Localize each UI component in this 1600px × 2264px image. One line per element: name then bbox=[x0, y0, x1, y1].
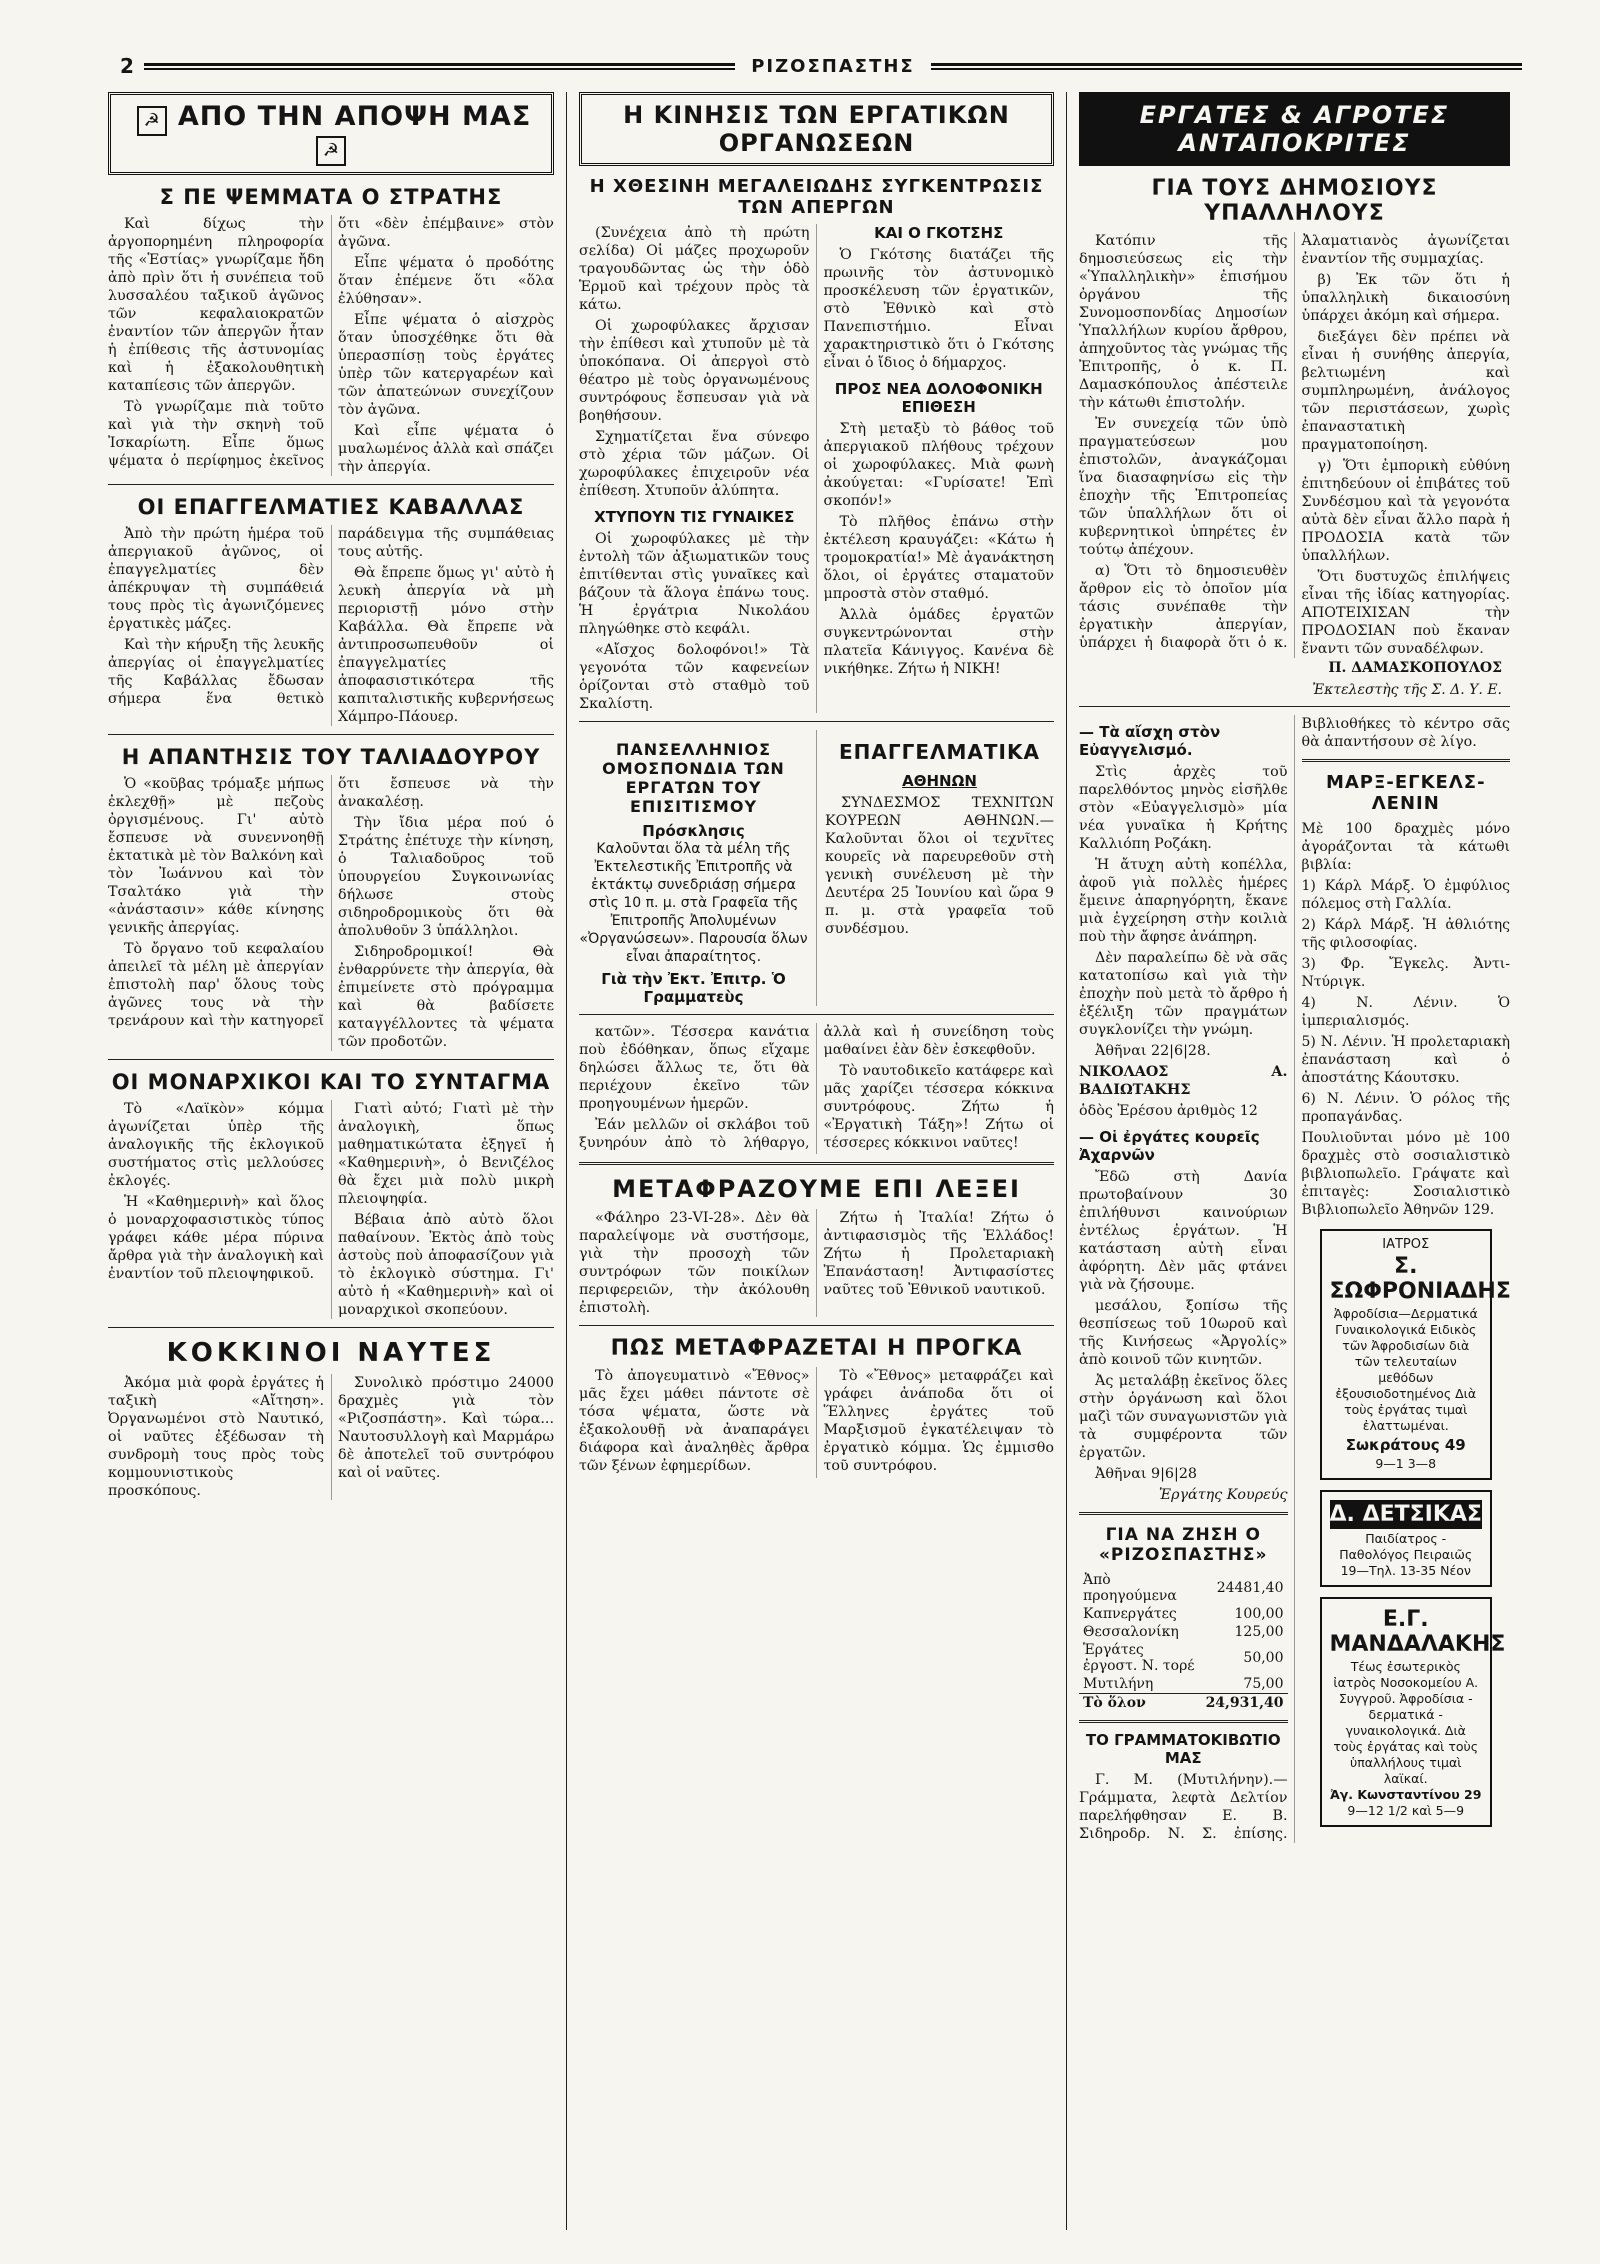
fund-value: 100,00 bbox=[1234, 1606, 1284, 1622]
page-header bbox=[96, 52, 1522, 80]
paragraph: Ἀς μεταλάβῃ ἐκεῖνος ὅλες στὴν ὁργάνωση καὶ ὅλοι μαζὶ τῶν συναγωνιστῶν γιὰ τὰ συμφέροντα τῶν ἐργατῶν. bbox=[1079, 1373, 1288, 1461]
column-opinion bbox=[96, 92, 566, 2230]
paragraph: Τὸ «Ἔθνος» μεταφράζει καὶ γράφει ἀνάποδα ὅτι οἱ Ἕλληνες ἐργάτες τοῦ Μαρξισμοῦ ἐγκατέλειψαν τὸ ἐργατικὸ κόμμα. Ὡς ἐμμισθο τοῦ συντρόφου. bbox=[823, 1367, 1054, 1474]
ad-hours: 9—12 1/2 καὶ 5—9 bbox=[1347, 1803, 1465, 1818]
fund-label: Ἑργάτες ἐργοστ. Ν. τορέ bbox=[1083, 1642, 1195, 1674]
paragraph: Ἀπὸ τὴν πρώτη ἡμέρα τοῦ ἀπεργιακοῦ ἀγῶνος, οἱ ἐπαγγελματίες δὲν ἀπέκρυψαν τὴ συμπάθειά τους πρὸς τὶς ἀγωνιζόμενες ἐργατικὲς μάζες. bbox=[108, 525, 324, 632]
columns bbox=[96, 92, 1522, 2230]
paragraph: Σιδηροδρομικοί! Θὰ ἐνθαρρύνετε τὴν ἀπεργία, θὰ ἐπιμείνετε στὸ πρόγραμμα καὶ θὰ βαδίσετε καταγγέλλοντες τὰ ψέματα τῶν προδοτῶν. bbox=[338, 943, 554, 1050]
fund-label: Θεσσαλονίκη bbox=[1083, 1624, 1179, 1640]
paragraph: Τὸ ναυτοδικεῖο κατάφερε καὶ μᾶς χαρίζει τέσσερα κόκκινα συντρόφους. Ζήτω ἡ «Ἐργατικὴ Τάξη»! Ζήτω οἱ τέσσερες κόκκινοι ναῦτες! bbox=[823, 1063, 1054, 1151]
divider bbox=[108, 1327, 554, 1328]
fund-row bbox=[1079, 1623, 1288, 1641]
article-body bbox=[579, 1367, 1054, 1478]
paragraph: «Φάληρο 23-VI-28». Δὲν θὰ παραλείψομε νὰ συστήσομε, γιὰ τὴν προσοχὴ τῶν συντρόφων τῶν ποικίλων περιφερειῶν, τὴν ἀκόλουθη ἐπιστολὴ. bbox=[579, 1209, 810, 1316]
divider bbox=[108, 1059, 554, 1060]
fund-total-value: 24,931,40 bbox=[1202, 1694, 1288, 1713]
fund-total-label: Τὸ ὅλον bbox=[1079, 1694, 1202, 1713]
hammer-sickle-icon: ☭ bbox=[316, 136, 346, 166]
fund-title: ΓΙΑ ΝΑ ΖΗΣΗ Ο «ΡΙΖΟΣΠΑΣΤΗΣ» bbox=[1098, 1525, 1268, 1565]
article-body bbox=[579, 224, 1054, 713]
paragraph: Ἡ «Καθημερινὴ» καὶ ὅλος ὁ μοναρχοφασιστικὸς τύπος γράφει κάθε μέρα πύρινα ἄρθρα γιὰ τὴν ἀναλογικὴ καὶ ἐναντίον τοῦ πλειοψηφικοῦ. bbox=[108, 1193, 324, 1282]
paragraph: Ὁ «κοῦβας τρόμαξε μήπως ἐκλεχθῇ» μὲ πεζοὺς ὀργισμένους. Γι' αὐτὸ ἔσπευσε νὰ συνεννοηθῇ ἐκτατικὰ μὲ τὸν Βαλκόνη καὶ τὸν Ἰωάννου καὶ τὸν Τσαλτάκο γιὰ τὴν «ἀνάστασιν» κάθε κίνησης γενικῆς ἀπεργίας. bbox=[108, 775, 324, 936]
banner-from-our-view bbox=[108, 92, 554, 175]
banner-workers-movement bbox=[579, 92, 1054, 166]
subheading: ΠΡΟΣ ΝΕΑ ΔΟΛΟΦΟΝΙΚΗ ΕΠΙΘΕΣΗ bbox=[834, 380, 1043, 416]
header-rule-right bbox=[931, 63, 1522, 70]
federation-notice bbox=[579, 730, 817, 1006]
divider bbox=[108, 484, 554, 485]
paragraph: κατῶν». Τέσσερα κανάτια ποὺ ἐδόθηκαν, ὅπως εἴχαμε δηλώσει ἄλλως τε, ὅτι θὰ περιέχουν ἐκεῖνο τῶν προηγουμένων ἡμερῶν. bbox=[579, 1024, 810, 1112]
fund-table bbox=[1079, 1571, 1288, 1712]
divider bbox=[579, 1014, 1054, 1015]
paragraph: Τὸ «Λαϊκὸν» κόμμα ἀγωνίζεται ὑπὲρ τῆς ἀναλογικῆς τῆς ἐκλογικοῦ συστήματος στὶς μελλούσες ἐκλογές. bbox=[108, 1100, 324, 1189]
paragraph: Βέβαια ἀπὸ αὐτὸ ὅλοι παθαίνουν. Ἐκτὸς ἀπὸ τοὺς ἀστοὺς ποὺ ἀποφασίζουν γιὰ τὸ ἐκλογικὸ σύστημα. Γι' αὐτὸ ἡ «Καθημερινὴ» καὶ οἱ μοναρχικοὶ σκοπεύουν. bbox=[338, 1211, 554, 1318]
paragraph: Τὸ πλῆθος ἐπάνω στὴν ἐκτέλεση κραυγάζει: «Κάτω ἡ τρομοκρατία!» Μὲ ἀγανάκτηση ὅλοι, οἱ ἐργάτες σταματοῦν μπροστὰ στὸν σταθμό. bbox=[823, 514, 1054, 602]
article-title: ΚΟΚΚΙΝΟΙ ΝΑΥΤΕΣ bbox=[166, 1337, 496, 1368]
banner-title: Η ΚΙΝΗΣΙΣ ΤΩΝ ΕΡΓΑΤΙΚΩΝ ΟΡΓΑΝΩΣΕΩΝ bbox=[623, 101, 1010, 157]
ad-address: Ἀγ. Κωνσταντίνου 29 bbox=[1330, 1787, 1482, 1802]
paragraph: Καὶ δίχως τὴν ἀργοπορημένη πληροφορία τῆς «Ἑστίας» γνωρίζαμε ἤδη ἀπὸ πρὶν ὅτι ἡ συνέπεια τοῦ λυσσαλέου ταξικοῦ ἀγῶνος τῶν κεφαλαιοκρατῶν ἐναντίον τῶν ἀπεργῶν ἦταν ἡ ἐπίθεσις τῆς ἀστυνομίας καὶ ἡ ἐξακολουθητικὴ καταπίεσις τῶν ἀπεργῶν. bbox=[108, 215, 324, 394]
divider bbox=[579, 721, 1054, 722]
article-title: Σ ΠΕ ΨΕΜΜΑΤΑ Ο ΣΤΡΑΤΗΣ bbox=[159, 184, 503, 209]
paragraph: Γιατὶ αὐτό; Γιατὶ μὲ τὴν ἀναλογικὴ, ὅπως μαθηματικώτατα ἐξηγεῖ ἡ «Καθημερινὴ», ὁ Βενιζέλος θὰ ἔχει μιὰ πολὺ μικρὴ πλειοψηφία. bbox=[338, 1100, 554, 1207]
divider bbox=[1302, 759, 1511, 762]
divider bbox=[1079, 1512, 1288, 1515]
masthead: ΡΙΖΟΣΠΑΣΤΗΣ bbox=[751, 55, 915, 77]
fund-value: 50,00 bbox=[1243, 1650, 1284, 1666]
article-body bbox=[579, 1209, 1054, 1317]
fund-value: 125,00 bbox=[1234, 1624, 1284, 1640]
paragraph: διεξάγει δὲν πρέπει νὰ εἶναι ἡ συνήθης ἀπεργία, βελτιωμένη καὶ συμπληρωμένη, ἀνάλογος τῶν περιστάσεων, χωρὶς ἐπαναστατικὴ πραγματοποίηση. bbox=[1301, 329, 1510, 453]
book-item: 5) Ν. Λένιν. Ἡ προλεταριακὴ ἐπανάσταση καὶ ὁ ἀποστάτης Κάουτσκυ. bbox=[1301, 1034, 1510, 1086]
paragraph: Ζήτω ἡ Ἰταλία! Ζήτω ὁ ἀντιφασισμὸς τῆς Ἑλλάδος! Ζήτω ἡ Προλεταριακὴ Ἐπανάσταση! Ἀντιφασίστες ναῦτες τοῦ Ἐθνικοῦ ναυτικοῦ. bbox=[823, 1209, 1054, 1298]
paragraph: μεσάλου, ξοπίσω τῆς θεσπίσεως τοῦ 10ωροῦ καὶ τῆς Κινήσεως «Ἀργολίς» ἀπὸ κοινοῦ τῶν κινητῶν. bbox=[1079, 1298, 1288, 1368]
signature: Ἐργάτης Κουρεύς bbox=[1158, 1487, 1288, 1503]
fund-row bbox=[1079, 1641, 1288, 1675]
paragraph: Ἀλλὰ ὁμάδες ἐργατῶν συγκεντρώνονται στὴν πλατεῖα Κάνιγγος. Κανένα δὲ νικήθηκε. Ζήτω ἡ ΝΙΚΗ! bbox=[823, 607, 1054, 677]
article-title: Η ΑΠΑΝΤΗΣΙΣ ΤΟΥ ΤΑΛΙΑΔΟΥΡΟΥ bbox=[121, 744, 541, 769]
paragraph: Καὶ τὴν κήρυξη τῆς λευκῆς ἀπεργίας οἱ ἐπαγγελματίες τῆς Καβάλλας ἔδωσαν σήμερα ἕνα θετικὸ παράδειγμα τῆς συμπάθειας τους αὐτῆς. bbox=[108, 525, 554, 707]
column-correspondents bbox=[1066, 92, 1522, 2230]
notices-row bbox=[579, 730, 1054, 1006]
article-body bbox=[1079, 232, 1510, 658]
paragraph: Εἶπε ψέματα ὁ προδότης ὅταν ἐπέμενε ὅτι «ὅλα ἐλύθησαν». bbox=[338, 254, 554, 307]
hammer-sickle-icon: ☭ bbox=[137, 106, 167, 136]
divider bbox=[1079, 1720, 1288, 1723]
fund-label: Μυτιλήνη bbox=[1083, 1676, 1154, 1692]
city-heading: ΑΘΗΝΩΝ bbox=[902, 772, 977, 790]
paragraph: Στὶς ἀρχὲς τοῦ παρελθόντος μηνὸς εἰσῆλθε στὸν «Εὐαγγελισμὸ» μία νέα γυναῖκα ἡ Κρήτης Καλλιόπη Ροζάκη. bbox=[1079, 764, 1288, 852]
book-item: 1) Κάρλ Μάρξ. Ὁ ἐμφύλιος πόλεμος στὴ Γαλλία. bbox=[1301, 878, 1510, 912]
page-number: 2 bbox=[120, 54, 134, 78]
signature-title: Ἐκτελεστὴς τῆς Σ. Δ. Υ. Ε. bbox=[1312, 682, 1502, 698]
book-item: 2) Κάρλ Μάρξ. Ἡ ἀθλιότης τῆς φιλοσοφίας. bbox=[1301, 917, 1510, 951]
paragraph: (Συνέχεια ἀπὸ τὴ πρώτη σελίδα) Οἱ μάζες προχωροῦν τραγουδῶντας ὡς τὴν ὁδὸ Ἑρμοῦ καὶ τρέχουν πρὸς τὰ κάτω. bbox=[579, 225, 810, 313]
paragraph: Συνολικὸ πρόστιμο 24000 δραχμὲς γιὰ τὸν «Ριζοσπάστη». Καὶ τώρα... Ναυτοσυλλογὴ καὶ Μαρμάρω δὲ ἀποτελεῖ τοῦ συντρόφου καὶ οἱ ναῦτες. bbox=[338, 1374, 554, 1481]
fund-row bbox=[1079, 1571, 1288, 1605]
article-title: Η ΧΘΕΣΙΝΗ ΜΕΓΑΛΕΙΩΔΗΣ ΣΥΓΚΕΝΤΡΩΣΙΣ ΤΩΝ ΑΠΕΡΓΩΝ bbox=[589, 176, 1044, 218]
paragraph: Γ. Μ. (Μυτιλήνην).— Γράμματα, λεφτὰ Δελτίον παρελήφθησαν Ε. Β. Σιδηροδρ. Ν. Σ. ἐπίσης. Βιβλιοθήκες τὸ κέντρο σᾶς θὰ ἀπαντήσουν σὲ λίγο. bbox=[1079, 716, 1510, 1842]
paragraph: Ἀθῆναι 9|6|28 bbox=[1095, 1466, 1198, 1482]
fund-row bbox=[1079, 1605, 1288, 1623]
ad-name: Δ. ΔΕΤΣΙΚΑΣ bbox=[1329, 1502, 1482, 1527]
article-body bbox=[108, 775, 554, 1051]
paragraph: Τὸ ἀπογευματινὸ «Ἔθνος» μᾶς ἔχει μάθει πάντοτε σὲ τόσα ψέματα, ὥστε νὰ ἐξακολουθῇ νὰ ἀναπαράγει διάφορα καὶ ἀναληθὲς ἄρθρα τῶν ξένων ἐφημερίδων. bbox=[579, 1367, 810, 1474]
books-intro: Μὲ 100 δραχμὲς μόνο ἀγοράζονται τὰ κάτωθι βιβλία: bbox=[1301, 821, 1510, 873]
article-title: ΓΙΑ ΤΟΥΣ ΔΗΜΟΣΙΟΥΣ ΥΠΑΛΛΗΛΟΥΣ bbox=[1151, 176, 1438, 226]
paragraph: γ) Ὅτι ἐμπορικὴ εὐθύνη ἐπιτηδεύουν οἱ ἐπιβάτες τοῦ Συνδέσμου καὶ τὰ γεγονότα αὐτὰ δὲν εἶναι ἄλλο παρὰ ἡ ΠΡΟΔΟΣΙΑ κατὰ τῶν ὑπαλλήλων. bbox=[1301, 458, 1510, 564]
section-title: ΕΠΑΓΓΕΛΜΑΤΙΚΑ bbox=[839, 740, 1040, 764]
fund-row bbox=[1079, 1675, 1288, 1694]
paragraph: Σχηματίζεται ἕνα σύνεφο στὸ χέρια τῶν μάζων. Οἱ χωροφύλακες ἐπιχειροῦν νέα ἐπίθεση. Χτυποῦν ἀλύπητα. bbox=[579, 429, 810, 499]
paragraph: Ἐν συνεχείᾳ τῶν ὑπὸ πραγματεύσεων μου ἐπιστολῶν, ἀναγκάζομαι ἵνα διασαφηνίσω εἰς τὴν ἐποχὴν τῆς Ἐπιτροπείας τῶν ὑπαλλήλων ὅτι οἱ κυβερνητικοὶ ὑπηρέτες ἐν τούτῳ ἀπέχουν. bbox=[1079, 416, 1288, 558]
article-title: ΟΙ ΕΠΑΓΓΕΛΜΑΤΙΕΣ ΚΑΒΑΛΛΑΣ bbox=[137, 494, 525, 519]
article-body bbox=[108, 1374, 554, 1500]
paragraph: Ἔδῶ στὴ Δανία πρωτοβαίνουν 30 ἐπιλήθυνσι καινούριων ἐντέλως ἐργάτων. Ἡ κατάσταση αὐτὴ εἶναι ἀφόρητη. Δὲν μᾶς φτάνει γιὰ νὰ ζήσουμε. bbox=[1079, 1169, 1288, 1293]
paragraph: Εἶπε ψέματα ὁ αἰσχρὸς ὅταν ὑποσχέθηκε ὅτι θὰ ὑπερασπίσῃ τοὺς ἐργάτες ὑπὲρ τῶν κατεργαρέων καὶ τῶν ἀπατεώνων συνεχίζουν τὸν ἀγῶνα. bbox=[338, 311, 554, 418]
books-list bbox=[1302, 820, 1511, 1219]
ad-text: Τέως ἐσωτερικὸς ἰατρὸς Νοσοκομείου Α. Συγγροῦ. Ἀφροδίσια - δερματικά - γυναικολογικά. Διὰ τοὺς ἐργάτας καὶ τοὺς ὑπαλλήλους τιμαὶ λαϊκαί. bbox=[1333, 1659, 1479, 1786]
fund-value: 24481,40 bbox=[1216, 1580, 1284, 1596]
divider bbox=[108, 734, 554, 735]
signature-address: ὁδὸς Ἐρέσου ἀριθμὸς 12 bbox=[1079, 1103, 1258, 1119]
article-body bbox=[1079, 715, 1510, 1843]
paragraph: Τὴν ἴδια μέρα πού ὁ Στράτης ἐπέτυχε τὴν κίνηση, ὁ Ταλιαδοῦρος τοῦ ὑπουργείου Συγκοινωνίας δήλωσε στοὺς σιδηροδρομικοὺς ὅτι θὰ ἀπολυθοῦν 3 ὑπάλληλοι. bbox=[338, 814, 554, 939]
signature-name: Π. ΔΑΜΑΣΚΟΠΟΥΛΟΣ bbox=[1328, 660, 1502, 676]
notice-body bbox=[579, 822, 808, 1006]
article-title: ΠΩΣ ΜΕΤΑΦΡΑΖΕΤΑΙ Η ΠΡΟΓΚΑ bbox=[610, 1335, 1023, 1361]
ad-hours: 9—1 3—8 bbox=[1375, 1456, 1437, 1471]
divider bbox=[579, 1162, 1054, 1165]
book-item: 6) Ν. Λένιν. Ὁ ρόλος τῆς προπαγάνδας. bbox=[1301, 1091, 1510, 1125]
banner-correspondents bbox=[1079, 92, 1510, 166]
article-body bbox=[108, 1100, 554, 1319]
paragraph: Τὸ ὄργανο τοῦ κεφαλαίου ἀπειλεῖ τὰ μέλη μὲ ἀπεργίαν ἐπιστολὴ παρ' ὅλους τοὺς ἀγῶνες τους νὰ τὴν τρενάρουν καὶ τὴν κατηγορεῖ ὅτι ἔσπευσε νὰ τὴν ἀνακαλέσῃ. bbox=[108, 775, 554, 1029]
subheading: — Τὰ αἴσχη στὸν Εὐαγγελισμό. bbox=[1079, 723, 1221, 759]
paragraph: Ὅτι δυστυχῶς ἐπιλήψεις εἶναι τῆς ἰδίας κατηγορίας. ΑΠΟΤΕΙΧΙΣΑΝ τὴν ΠΡΟΔΟΣΙΑΝ ποὺ ἔκαναν ἔναντι τῶν συναδέλφων. bbox=[1301, 569, 1510, 657]
paragraph: Ἀκόμα μιὰ φορὰ ἐργάτες ἡ ταξικὴ «Αἴτηση». Ὀργανωμένοι στὸ Ναυτικό, οἱ ναῦτες ἐξέδωσαν τὴ συνδρομὴ τους πρὸς τοὺς κομμουνιστικοὺς προσκόπους. bbox=[108, 1374, 324, 1499]
books-title: ΜΑΡΞ-ΕΓΚΕΛΣ-ΛΕΝΙΝ bbox=[1325, 772, 1486, 814]
ad-doctor-detsikas bbox=[1320, 1490, 1493, 1587]
ad-doctor-mandalakis bbox=[1320, 1597, 1506, 1827]
ad-text: Παιδίατρος - Παθολόγος Πειραιῶς 19—Τηλ. 13-35 Νέον bbox=[1339, 1531, 1473, 1578]
article-body bbox=[108, 215, 554, 476]
article-title: ΟΙ ΜΟΝΑΡΧΙΚΟΙ ΚΑΙ ΤΟ ΣΥΝΤΑΓΜΑ bbox=[111, 1069, 551, 1094]
column-workers-organisations bbox=[566, 92, 1066, 2230]
paragraph: Θὰ ἔπρεπε ὅμως γι' αὐτὸ ἡ λευκὴ ἀπεργία νὰ μὴ περιοριστῇ μόνο στὴν Καβάλλα. Θὰ ἔπρεπε νὰ ἀντιπροσωπευθοῦν οἱ ἐπαγγελματίες ἀποφασιστικότερα τῆς καπιταλιστικῆς κυβερνήσεως Χάμπρο-Πάουερ. bbox=[338, 564, 554, 725]
paragraph: Οἱ χωροφύλακες μὲ τὴν ἐντολὴ τῶν ἀξιωματικῶν τους ἐπιτίθενται στὶς γυναῖκες καὶ βάζουν τὰ ἅλογα ἐπάνω τους. Ἡ ἐργάτρια Νικολάου πληγώθηκε στὸ κεφάλι. bbox=[579, 531, 810, 637]
notice-title: ΠΑΝΣΕΛΛΗΝΙΟΣ ΟΜΟΣΠΟΝΔΙΑ ΤΩΝ ΕΡΓΑΤΩΝ ΤΟΥ ΕΠΙΣΙΤΙΣΜΟΥ bbox=[602, 740, 785, 816]
paragraph: Ὁ Γκότσης διατάζει τῆς πρωινῆς τὸν ἀστυνομικὸ προσκέλευση τῶν ἐργατικῶν, στὸ Ἐθνικὸ καὶ στὸ Πανεπιστήμιο. Εἶναι χαρακτηριστικὸ ὅτι ὁ Γκότσης εἶναι ὁ ἴδιος ὁ δήμαρχος. bbox=[823, 247, 1054, 371]
ad-name: Σ. ΣΩΦΡΟΝΙΑΔΗΣ bbox=[1329, 1254, 1511, 1304]
signature-name: ΝΙΚΟΛΑΟΣ Α. ΒΑΔΙΩΤΑΚΗΣ bbox=[1079, 1064, 1288, 1098]
paragraph: Δὲν παραλείπω δὲ νὰ σᾶς κατατοπίσω καὶ γιὰ τὴν ἐποχὴν ποὺ μετὰ τὸ ἄρθρο ἡ ἐξέλιξη τῶν πραγμάτων συγκλονίζει τὴν γνώμη. bbox=[1079, 950, 1288, 1038]
fund-label: Ἀπὸ προηγούμενα bbox=[1083, 1572, 1177, 1604]
banner-title: ΕΡΓΑΤΕΣ & ΑΓΡΟΤΕΣ ΑΝΤΑΠΟΚΡΙΤΕΣ bbox=[1139, 101, 1450, 157]
banner-title: ΑΠΟ ΤΗΝ ΑΠΟΨΗ ΜΑΣ bbox=[177, 101, 532, 132]
paragraph: Τὸ γνωρίζαμε πιὰ τοῦτο καὶ γιὰ τὴν σκηνὴ τοῦ Ἰσκαρίωτη. Εἶπε ὅμως ψέματα ὁ περίφημος ἐκεῖνος ὅτι «δὲν ἐπέμβαινε» στὸν ἀγῶνα. bbox=[108, 215, 554, 469]
paragraph: β) Ἐκ τῶν ὅτι ἡ ὑπαλληλικὴ δικαιοσύνη ὑπάρχει ἀκόμη καὶ σήμερα. bbox=[1301, 272, 1510, 324]
notice-signature: Γιὰ τὴν Ἐκτ. Ἐπιτρ. Ὁ Γραμματεὺς bbox=[601, 970, 786, 1006]
subheading: ΧΤΥΠΟΥΝ ΤΙΣ ΓΥΝΑΙΚΕΣ bbox=[594, 508, 795, 526]
paragraph: Οἱ χωροφύλακες ἄρχισαν τὴν ἐπίθεσι καὶ χτυποῦν μὲ τὰ ὑποκόπανα. Οἱ ἀπεργοὶ στὸ θέατρο μὲ τοὺς ὀργανωμένους συντρόφους ἔσπευσαν γιὰ νὰ βοηθήσουν. bbox=[579, 318, 810, 424]
paragraph: α) Ὅτι τὸ δημοσιευθὲν ἄρθρον εἰς τὸ ὁποῖον μία τάσις συνέπαθε τὴν ἐργατικὴν ἀπεργίαν, ὑπάρχει ἡ διαφορὰ ὅτι ὁ κ. Ἀλαματιανὸς ἀγωνίζεται ἐναντίον τῆς συμμαχίας. bbox=[1079, 233, 1510, 651]
fund-box bbox=[1079, 1512, 1288, 1712]
book-item: 3) Φρ. Ἔγκελς. Ἀντι-Ντύριγκ. bbox=[1301, 956, 1510, 990]
ad-pretitle: ΙΑΤΡΟΣ bbox=[1382, 1237, 1430, 1252]
notice-heading: Πρόσκλησις bbox=[642, 822, 745, 840]
books-outro: Πουλιοῦνται μόνο μὲ 100 δραχμὲς στὸ σοσιαλιστικὸ βιβλιοπωλεῖο. Γράψατε καὶ ἐπιταγὲς: Σοσιαλιστικὸ Βιβλιοπωλεῖο Ἀθηνῶν 129. bbox=[1301, 1130, 1510, 1218]
fund-total-row bbox=[1079, 1694, 1288, 1713]
ad-text: Ἀφροδίσια—Δερματικά Γυναικολογικά Ειδικὸς τῶν Ἀφροδισίων διὰ τῶν τελευταίων μεθόδων ἐξουσιοδοτημένος Διὰ τοὺς ἐργάτας τιμαὶ ἐλαττωμέναι. bbox=[1333, 1306, 1478, 1433]
subheading: — Οἱ ἐργάτες κουρεῖς Ἀχαρνῶν bbox=[1079, 1128, 1260, 1164]
fund-value: 75,00 bbox=[1243, 1676, 1284, 1692]
paragraph: Καὶ εἶπε ψέματα ὁ μυαλωμένος ἀλλὰ καὶ σπάζει τὴν ἀπεργία. bbox=[338, 422, 554, 475]
subheading: ΚΑΙ Ο ΓΚΟΤΣΗΣ bbox=[874, 224, 1004, 242]
paragraph: «Αἴσχος δολοφόνοι!» Τὰ γεγονότα τῶν καφενείων ὁρίζονται στὸ σταθμὸ τοῦ Σκαλίστη. bbox=[579, 642, 810, 712]
article-body bbox=[108, 525, 554, 726]
paragraph: ΣΥΝΔΕΣΜΟΣ ΤΕΧΝΙΤΩΝ ΚΟΥΡΕΩΝ ΑΘΗΝΩΝ.— Καλοῦνται ὅλοι οἱ τεχνῖτες κουρεῖς νὰ παρευρεθοῦν στὴ γενικὴ συνέλευση μὲ τὴν Δευτέρα 25 Ἰουνίου καὶ ὥρα 9 π. μ. στὰ γραφεῖα τοῦ συνδέσμου. bbox=[825, 795, 1054, 937]
paragraph: Ἐάν μελλῶν οἱ σκλάβοι τοῦ ξυνηρόυν ἀπὸ τὸ λήθαργο, ἀλλὰ καὶ ἡ συνείδηση τοὺς μαθαίνει ἐὰν δὲν ἐσκεφθοῦν. bbox=[579, 1024, 1054, 1151]
fund-label: Καπνεργάτες bbox=[1083, 1606, 1177, 1622]
ad-doctor-sofroniadis bbox=[1320, 1229, 1511, 1480]
paragraph: Ἀθῆναι 22|6|28. bbox=[1095, 1043, 1211, 1059]
notice-text: Καλοῦνται ὅλα τὰ μέλη τῆς Ἐκτελεστικῆς Ἐπιτροπῆς νὰ ἐκτάκτῳ συνεδριάσῃ σήμερα στὶς 10 π. μ. στὰ Γραφεῖα τῆς Ἐπιτροπῆς Ἀπολυμένων «Ὀργανώσεων». Παρουσία ὅλων εἶναι ἀπαραίτητος. bbox=[579, 841, 808, 965]
paragraph: Ἡ ἄτυχη αὐτὴ κοπέλλα, ἀφοῦ γιὰ πολλὲς ἡμέρες ἔμεινε ἀπαρηγόρητη, ἔκανε μιὰ ἐγχείρηση στὴν κοιλιὰ ποὺ τὴν ἄφησε ἀνάπηρη. bbox=[1079, 857, 1288, 945]
article-body bbox=[579, 1023, 1054, 1154]
ad-name: Ε.Γ. ΜΑΝΔΑΛΑΚΗΣ bbox=[1329, 1607, 1506, 1657]
book-item: 4) Ν. Λένιν. Ὁ ἰμπεριαλισμός. bbox=[1301, 995, 1510, 1029]
ad-address: Σωκράτους 49 bbox=[1345, 1436, 1466, 1454]
paragraph: Στὴ μεταξὺ τὸ βάθος τοῦ ἀπεργιακοῦ πλήθους τρέχουν οἱ χωροφύλακες. Μιὰ φωνὴ ἀκούγεται: «Γυρίσατε! Ἐπὶ σκοπόν!» bbox=[823, 421, 1054, 509]
divider bbox=[1079, 706, 1510, 707]
professional-notices bbox=[817, 730, 1054, 1006]
article-title: ΜΕΤΑΦΡΑΖΟΥΜΕ ΕΠΙ ΛΕΞΕΙ bbox=[612, 1174, 1021, 1203]
divider bbox=[579, 1325, 1054, 1326]
mailbox-title: ΤΟ ΓΡΑΜΜΑΤΟΚΙΒΩΤΙΟ ΜΑΣ bbox=[1085, 1731, 1281, 1767]
paragraph: Κατόπιν τῆς δημοσιεύσεως εἰς τὴν «Ὑπαλληλικὴν» ἐπισήμου ὀργάνου τῆς Συνομοσπονδίας Δημοσίων Ὑπαλλήλων κυρίου ἄρθρου, ἀπηχοῦντος τὰς γνώμας τῆς Ἐπιτροπῆς, ὁ κ. Π. Δαμασκόπουλος ἀπέστειλε τὴν κάτωθι ἐπιστολήν. bbox=[1079, 233, 1288, 411]
header-rule-mid bbox=[144, 63, 735, 70]
